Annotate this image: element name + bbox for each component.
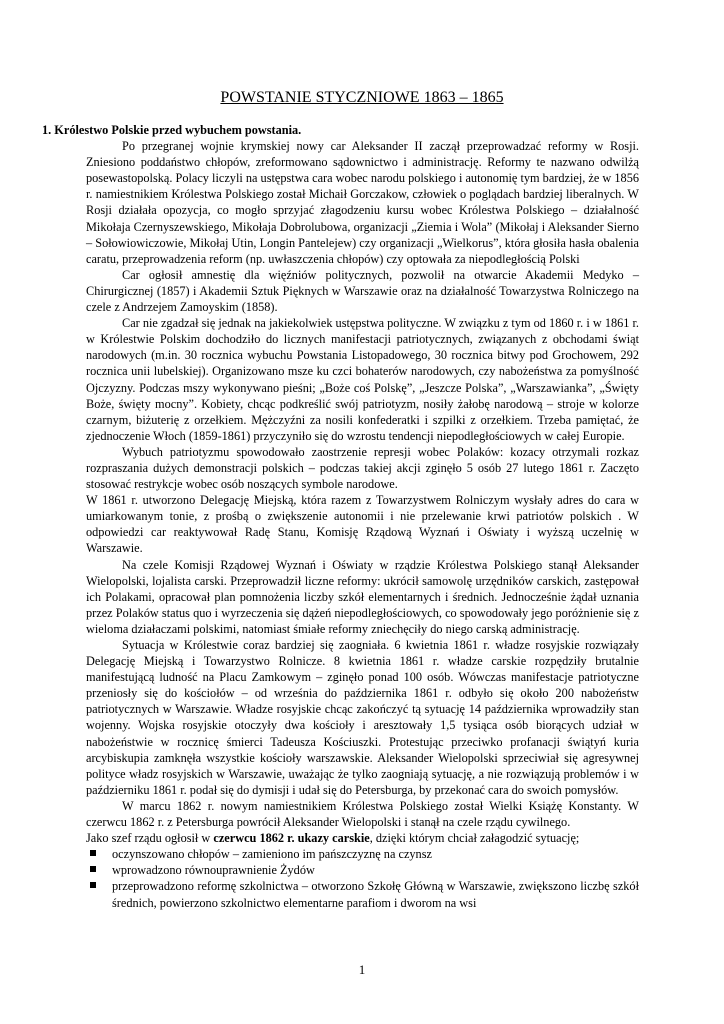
list-item-text: oczynszowano chłopów – zamieniono im pańszczyznę na czynsz xyxy=(112,847,432,862)
paragraph-7: Sytuacja w Królestwie coraz bardziej się zaogniała. 6 kwietnia 1861 r. władze rosyjskie rozwiązały Delegację Miejską i Towarzystwo Rolnicze. 8 kwietnia 1861 r. władze carskie rozpędziły brutalnie manifestującą ludność na Placu Zamkowym – zginęło ponad 100 osób. Wówczas manifestacje patriotyczne przeniosły się do kościołów – od września do października 1861 r. odbyło się około 200 nabożeństw patriotycznych w Warszawie. Władze rosyjskie chcąc zakończyć tą sytuację 14 października wprowadziły stan wojenny. Wojska rosyjskie otoczyły dwa kościoły i aresztowały 1,5 tysiąca osób biorących udział w nabożeństwie w rocznicę śmierci Tadeusza Kościuszki. Protestując przeciwko profanacji świątyń kuria arcybiskupia zamknęła wszystkie kościoły warszawskie. Aleksander Wielopolski sprzeciwiał się agresywnej polityce władz rosyjskich w Warszawie, uważając że tylko zaogniają sytuację, a nie rozwiązują problemów i w październiku 1861 r. podał się do dymisji i udał się do Petersburga, by przekonać cara do swoich pomysłów. xyxy=(86,638,639,797)
section-heading: 1. Królestwo Polskie przed wybuchem powstania. xyxy=(42,123,302,137)
paragraph-6: Na czele Komisji Rządowej Wyznań i Oświaty w rządzie Królestwa Polskiego stanął Aleksander Wielopolski, lojalista carski. Przeprowadził liczne reformy: ukrócił samowolę urzędników carskich, zastępował ich Polakami, opracował plan pomnożenia liczby szkół elementarnych i średnich. Jednocześnie żądał uznania przez Polaków status quo i wyrzeczenia się dążeń niepodległościowych, co spowodowały jego poróżnienie się z wieloma działaczami polskimi, natomiast śmiałe reformy zniechęciły do niego carską administrację. xyxy=(86,557,639,636)
final-line xyxy=(86,830,639,846)
list-item-text: wprowadzono równouprawnienie Żydów xyxy=(112,863,315,878)
square-bullet-icon xyxy=(90,850,96,856)
final-line-pre: Jako szef rządu ogłosił w xyxy=(86,831,214,846)
reform-list xyxy=(86,846,639,910)
page-number: 1 xyxy=(358,962,366,977)
square-bullet-icon xyxy=(90,882,96,888)
paragraph-8: W marcu 1862 r. nowym namiestnikiem Królestwa Polskiego został Wielki Książę Konstanty. W czerwcu 1862 r. z Petersburga powrócił Aleksander Wielopolski i stanął na czele rządu cywilnego. xyxy=(86,798,639,830)
list-item xyxy=(86,878,639,910)
paragraph-1: Po przegranej wojnie krymskiej nowy car Aleksander II zaczął przeprowadzać reformy w Rosji. Zniesiono poddaństwo chłopów, zreformowano sądownictwo i administrację. Reformy te nazwano odwilżą posewastopolską. Polacy liczyli na ustępstwa cara wobec narodu polskiego i autonomię tym bardziej, że w 1856 r. namiestnikiem Królestwa Polskiego został Michaił Gorczakow, człowiek o poglądach bardziej liberalnych. W Rosji działała opozycja, co mogło sprzyjać złagodzeniu kursu wobec Królestwa Polskiego – działalność Mikołaja Czernyszewskiego, Mikołaja Dobrolubowa, organizacji „Ziemia i Wola” (Mikołaj i Aleksander Sierno – Sołowiowiczowie, Mikołaj Utin, Longin Pantelejew) czy organizacji „Wielkorus”, która głosiła hasła obalenia caratu, przeprowadzenia reform (np. uwłaszczenia chłopów) czy optowała za niepodległością Polski xyxy=(86,139,639,266)
final-line-bold: czerwcu 1862 r. ukazy carskie xyxy=(213,831,370,846)
list-item xyxy=(86,846,639,862)
final-line-post: , dzięki którym chciał załagodzić sytuację; xyxy=(369,831,580,846)
paragraph-2: Car ogłosił amnestię dla więźniów politycznych, pozwolił na otwarcie Akademii Medyko – Chirurgicznej (1857) i Akademii Sztuk Pięknych w Warszawie oraz na działalność Towarzystwa Rolniczego na czele z Andrzejem Zamoyskim (1858). xyxy=(86,267,639,315)
document-title: POWSTANIE STYCZNIOWE 1863 – 1865 xyxy=(220,89,504,106)
list-item-text: przeprowadzono reformę szkolnictwa – otworzono Szkołę Główną w Warszawie, zwiększono liczbę szkół średnich, powierzono szkolnictwo elementarne parafiom i dworom na wsi xyxy=(112,879,639,910)
square-bullet-icon xyxy=(90,866,96,872)
paragraph-3: Car nie zgadzał się jednak na jakiekolwiek ustępstwa polityczne. W związku z tym od 1860 r. i w 1861 r. w Królestwie Polskim dochodziło do licznych manifestacji patriotycznych, związanych z obchodami świąt narodowych (m.in. 30 rocznica wybuchu Powstania Listopadowego, 30 rocznica bitwy pod Grochowem, 292 rocznica unii lubelskiej). Organizowano msze ku czci bohaterów narodowych, czy nabożeństwa za pomyślność Ojczyzny. Podczas mszy wykonywano pieśni; „Boże coś Polskę”, „Jeszcze Polska”, „Warszawianka”, „Święty Boże, święty mocny”. Kobiety, chcąc podkreślić swój patriotyzm, nosiły żałobę narodową – stroje w kolorze czarnym, biżuterię z orzełkiem. Mężczyźni za nosili konfederatki i szpilki z orzełkiem. Trzeba pamiętać, że zjednoczenie Włoch (1859-1861) przyczyniło się do wzrostu tendencji niepodległościowych w całej Europie. xyxy=(86,316,639,443)
paragraph-4: Wybuch patriotyzmu spowodowało zaostrzenie represji wobec Polaków: kozacy otrzymali rozkaz rozpraszania dużych demonstracji polskich – podczas takiej akcji zginęło 5 osób 27 lutego 1861 r. Zaczęto stosować restrykcje wobec osób noszących symbole narodowe. xyxy=(86,444,639,492)
document-body xyxy=(42,122,639,911)
list-item xyxy=(86,862,639,878)
paragraph-5: W 1861 r. utworzono Delegację Miejską, która razem z Towarzystwem Rolniczym wysłały adres do cara w umiarkowanym tonie, z prośbą o zwiększenie autonomii i nie przelewanie krwi patriotów polskich . W odpowiedzi car reaktywował Radę Stanu, Komisję Rządową Wyznań i Oświaty i wyższą uczelnię w Warszawie. xyxy=(86,493,639,556)
